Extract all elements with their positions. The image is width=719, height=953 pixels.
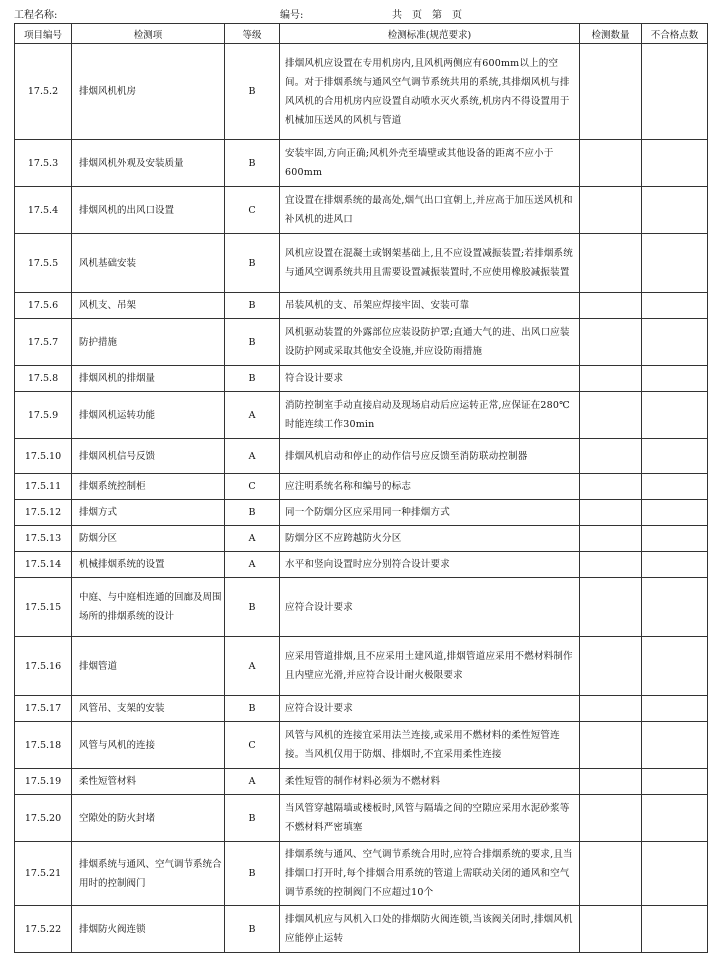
- cell-grade: A: [225, 552, 280, 578]
- cell-quantity: [580, 500, 642, 526]
- col-header-quantity: 检测数量: [580, 24, 642, 44]
- cell-item-number: 17.5.3: [15, 140, 72, 187]
- table-row: [15, 578, 708, 637]
- cell-grade: B: [225, 906, 280, 953]
- cell-inspection-item: 排烟管道: [72, 637, 225, 696]
- cell-defects: [642, 500, 708, 526]
- cell-standard: 柔性短管的制作材料必须为不燃材料: [280, 769, 580, 795]
- cell-standard: 符合设计要求: [280, 366, 580, 392]
- cell-quantity: [580, 578, 642, 637]
- cell-standard: 应符合设计要求: [280, 696, 580, 722]
- cell-standard: 同一个防烟分区应采用同一种排烟方式: [280, 500, 580, 526]
- cell-inspection-item: 柔性短管材料: [72, 769, 225, 795]
- cell-item-number: 17.5.21: [15, 842, 72, 906]
- cell-item-number: 17.5.8: [15, 366, 72, 392]
- cell-quantity: [580, 696, 642, 722]
- cell-quantity: [580, 526, 642, 552]
- cell-grade: C: [225, 474, 280, 500]
- cell-standard: 宜设置在排烟系统的最高处,烟气出口宜朝上,并应高于加压送风机和补风机的进风口: [280, 187, 580, 234]
- cell-item-number: 17.5.15: [15, 578, 72, 637]
- col-header-defects: 不合格点数: [642, 24, 708, 44]
- cell-item-number: 17.5.2: [15, 44, 72, 140]
- cell-standard: 吊装风机的支、吊架应焊接牢固、安装可靠: [280, 293, 580, 319]
- table-row: [15, 366, 708, 392]
- table-row: [15, 234, 708, 293]
- cell-grade: B: [225, 696, 280, 722]
- page-count-label: 共 页 第 页: [392, 10, 462, 21]
- cell-inspection-item: 风机基础安装: [72, 234, 225, 293]
- col-header-item-number: 项目编号: [15, 24, 72, 44]
- cell-defects: [642, 637, 708, 696]
- cell-inspection-item: 排烟防火阀连锁: [72, 906, 225, 953]
- cell-defects: [642, 769, 708, 795]
- cell-standard: 排烟系统与通风、空气调节系统合用时,应符合排烟系统的要求,且当排烟口打开时,每个排烟合用系统的管道上需联动关闭的通风和空气调节系统的控制阀门不应超过10个: [280, 842, 580, 906]
- table-row: [15, 795, 708, 842]
- table-row: [15, 500, 708, 526]
- cell-defects: [642, 696, 708, 722]
- cell-grade: B: [225, 293, 280, 319]
- table-row: [15, 769, 708, 795]
- cell-defects: [642, 722, 708, 769]
- cell-item-number: 17.5.9: [15, 392, 72, 439]
- cell-quantity: [580, 769, 642, 795]
- cell-grade: B: [225, 234, 280, 293]
- cell-defects: [642, 526, 708, 552]
- table-row: [15, 637, 708, 696]
- table-row: [15, 906, 708, 953]
- cell-defects: [642, 842, 708, 906]
- cell-standard: 水平和竖向设置时应分别符合设计要求: [280, 552, 580, 578]
- cell-item-number: 17.5.22: [15, 906, 72, 953]
- cell-standard: 排烟风机启动和停止的动作信号应反馈至消防联动控制器: [280, 439, 580, 474]
- cell-standard: 风机驱动装置的外露部位应装设防护罩;直通大气的进、出风口应装设防护网或采取其他安全设施,并应设防雨措施: [280, 319, 580, 366]
- cell-quantity: [580, 319, 642, 366]
- cell-defects: [642, 234, 708, 293]
- cell-grade: A: [225, 769, 280, 795]
- cell-grade: C: [225, 187, 280, 234]
- cell-item-number: 17.5.12: [15, 500, 72, 526]
- table-row: [15, 44, 708, 140]
- cell-standard: 风机应设置在混凝土或钢架基础上,且不应设置减振装置;若排烟系统与通风空调系统共用且需要设置减振装置时,不应使用橡胶减振装置: [280, 234, 580, 293]
- cell-grade: B: [225, 795, 280, 842]
- cell-quantity: [580, 366, 642, 392]
- cell-inspection-item: 排烟风机运转功能: [72, 392, 225, 439]
- cell-item-number: 17.5.7: [15, 319, 72, 366]
- cell-grade: B: [225, 842, 280, 906]
- table-row: [15, 439, 708, 474]
- cell-inspection-item: 防烟分区: [72, 526, 225, 552]
- cell-inspection-item: 机械排烟系统的设置: [72, 552, 225, 578]
- cell-defects: [642, 474, 708, 500]
- cell-item-number: 17.5.17: [15, 696, 72, 722]
- cell-grade: A: [225, 637, 280, 696]
- cell-grade: B: [225, 578, 280, 637]
- cell-quantity: [580, 293, 642, 319]
- col-header-inspection-item: 检测项: [72, 24, 225, 44]
- cell-defects: [642, 906, 708, 953]
- cell-quantity: [580, 552, 642, 578]
- col-header-grade: 等级: [225, 24, 280, 44]
- table-row: [15, 140, 708, 187]
- cell-inspection-item: 排烟风机的出风口设置: [72, 187, 225, 234]
- document-number-label: 编号:: [280, 10, 304, 21]
- cell-standard: 消防控制室手动直接启动及现场启动后应运转正常,应保证在280℃时能连续工作30min: [280, 392, 580, 439]
- cell-defects: [642, 293, 708, 319]
- cell-inspection-item: 风管与风机的连接: [72, 722, 225, 769]
- cell-defects: [642, 366, 708, 392]
- cell-inspection-item: 排烟风机机房: [72, 44, 225, 140]
- cell-item-number: 17.5.20: [15, 795, 72, 842]
- table-row: [15, 293, 708, 319]
- cell-standard: 风管与风机的连接宜采用法兰连接,或采用不燃材料的柔性短管连接。当风机仅用于防烟、排烟时,不宜采用柔性连接: [280, 722, 580, 769]
- page-header: [0, 6, 719, 20]
- cell-defects: [642, 392, 708, 439]
- cell-quantity: [580, 906, 642, 953]
- cell-quantity: [580, 842, 642, 906]
- cell-inspection-item: 排烟风机信号反馈: [72, 439, 225, 474]
- table-row: [15, 319, 708, 366]
- cell-standard: 应采用管道排烟,且不应采用土建风道,排烟管道应采用不燃材料制作且内壁应光滑,并应符合设计耐火极限要求: [280, 637, 580, 696]
- table-row: [15, 187, 708, 234]
- cell-item-number: 17.5.13: [15, 526, 72, 552]
- cell-quantity: [580, 439, 642, 474]
- cell-quantity: [580, 474, 642, 500]
- cell-item-number: 17.5.10: [15, 439, 72, 474]
- cell-inspection-item: 排烟方式: [72, 500, 225, 526]
- cell-quantity: [580, 795, 642, 842]
- cell-grade: B: [225, 140, 280, 187]
- table-row: [15, 552, 708, 578]
- cell-quantity: [580, 234, 642, 293]
- cell-defects: [642, 44, 708, 140]
- cell-defects: [642, 319, 708, 366]
- cell-defects: [642, 439, 708, 474]
- table-row: [15, 474, 708, 500]
- cell-inspection-item: 防护措施: [72, 319, 225, 366]
- cell-quantity: [580, 44, 642, 140]
- cell-standard: 当风管穿越隔墙或楼板时,风管与隔墙之间的空隙应采用水泥砂浆等不燃材料严密填塞: [280, 795, 580, 842]
- table-header-row: [15, 24, 708, 44]
- col-header-standard: 检测标准(规范要求): [280, 24, 580, 44]
- cell-defects: [642, 578, 708, 637]
- cell-defects: [642, 140, 708, 187]
- cell-inspection-item: 空隙处的防火封堵: [72, 795, 225, 842]
- cell-grade: A: [225, 439, 280, 474]
- cell-inspection-item: 排烟风机外观及安装质量: [72, 140, 225, 187]
- cell-inspection-item: 排烟风机的排烟量: [72, 366, 225, 392]
- cell-quantity: [580, 392, 642, 439]
- cell-grade: A: [225, 392, 280, 439]
- cell-item-number: 17.5.19: [15, 769, 72, 795]
- cell-inspection-item: 排烟系统与通风、空气调节系统合用时的控制阀门: [72, 842, 225, 906]
- cell-quantity: [580, 187, 642, 234]
- table-row: [15, 722, 708, 769]
- cell-defects: [642, 187, 708, 234]
- cell-inspection-item: 中庭、与中庭相连通的回廊及周围场所的排烟系统的设计: [72, 578, 225, 637]
- cell-item-number: 17.5.11: [15, 474, 72, 500]
- cell-grade: B: [225, 366, 280, 392]
- cell-item-number: 17.5.18: [15, 722, 72, 769]
- inspection-table: [14, 23, 708, 953]
- table-row: [15, 526, 708, 552]
- cell-defects: [642, 552, 708, 578]
- cell-item-number: 17.5.4: [15, 187, 72, 234]
- cell-standard: 排烟风机应设置在专用机房内,且风机两侧应有600mm以上的空间。对于排烟系统与通风空气调节系统共用的系统,其排烟风机与排风风机的合用机房内应设置自动喷水灭火系统,机房内不得设置用于机械加压送风的风机与管道: [280, 44, 580, 140]
- cell-item-number: 17.5.5: [15, 234, 72, 293]
- cell-quantity: [580, 140, 642, 187]
- cell-inspection-item: 风管吊、支架的安装: [72, 696, 225, 722]
- cell-grade: A: [225, 526, 280, 552]
- cell-item-number: 17.5.14: [15, 552, 72, 578]
- cell-quantity: [580, 722, 642, 769]
- table-row: [15, 842, 708, 906]
- cell-standard: 应注明系统名称和编号的标志: [280, 474, 580, 500]
- cell-item-number: 17.5.6: [15, 293, 72, 319]
- cell-quantity: [580, 637, 642, 696]
- cell-grade: B: [225, 44, 280, 140]
- cell-standard: 防烟分区不应跨越防火分区: [280, 526, 580, 552]
- cell-grade: B: [225, 500, 280, 526]
- cell-standard: 应符合设计要求: [280, 578, 580, 637]
- cell-inspection-item: 风机支、吊架: [72, 293, 225, 319]
- cell-item-number: 17.5.16: [15, 637, 72, 696]
- cell-standard: 排烟风机应与风机入口处的排烟防火阀连锁,当该阀关闭时,排烟风机应能停止运转: [280, 906, 580, 953]
- table-row: [15, 392, 708, 439]
- project-name-label: 工程名称:: [14, 10, 58, 21]
- cell-grade: C: [225, 722, 280, 769]
- table-row: [15, 696, 708, 722]
- cell-standard: 安装牢固,方向正确;风机外壳至墙壁或其他设备的距离不应小于600mm: [280, 140, 580, 187]
- cell-inspection-item: 排烟系统控制柜: [72, 474, 225, 500]
- cell-grade: B: [225, 319, 280, 366]
- cell-defects: [642, 795, 708, 842]
